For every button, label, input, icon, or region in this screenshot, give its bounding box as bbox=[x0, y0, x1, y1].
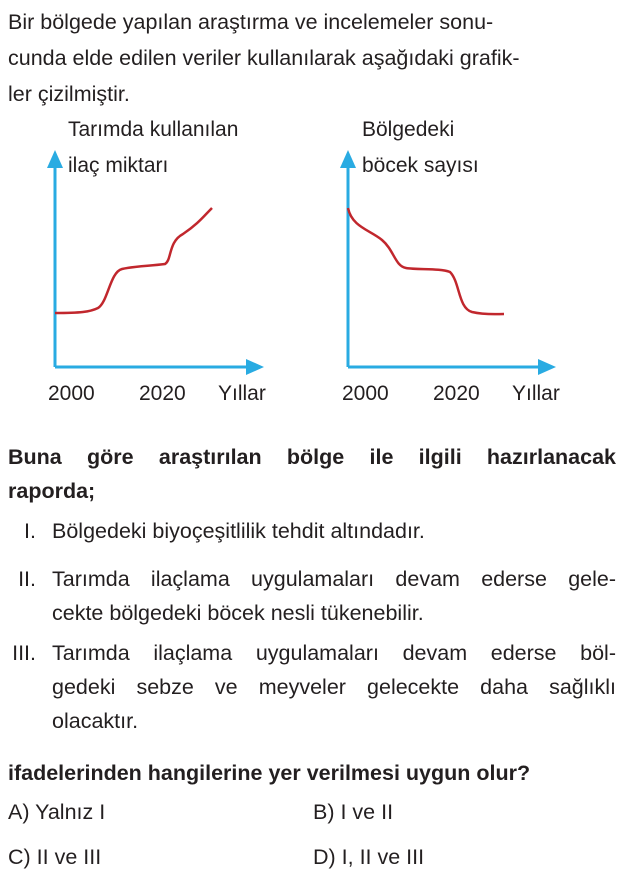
pesticide-graph bbox=[0, 112, 300, 412]
question-stem bbox=[8, 440, 616, 508]
option-c[interactable]: C) II ve III bbox=[8, 845, 102, 869]
y-axis-arrow-icon bbox=[47, 150, 63, 168]
statement-line: Bölgedeki biyoçeşitlilik tehdit altındadır. bbox=[52, 519, 425, 543]
statement-number: I. bbox=[24, 519, 36, 543]
question-prompt: ifadelerinden hangilerine yer verilmesi uygun olur? bbox=[8, 761, 531, 785]
x-tick-label: 2020 bbox=[433, 382, 480, 405]
statement-text bbox=[52, 636, 616, 738]
statement-1 bbox=[0, 514, 625, 548]
statement-line: Tarımda ilaçlama uygulamaları devam ederse böl- bbox=[52, 641, 616, 665]
intro-line: ler çizilmiştir. bbox=[8, 82, 130, 106]
x-axis-label: Yıllar bbox=[512, 382, 560, 405]
statement-line: olacaktır. bbox=[52, 709, 139, 733]
insect-ylabel-line1: Bölgedeki bbox=[362, 118, 455, 141]
statement-number: III. bbox=[12, 641, 36, 665]
pesticide-ylabel-line2: ilaç miktarı bbox=[68, 154, 169, 177]
x-tick-label: 2000 bbox=[48, 382, 95, 405]
statement-line: Tarımda ilaçlama uygulamaları devam ederse gele- bbox=[52, 567, 616, 591]
question-stem-line: raporda; bbox=[8, 479, 96, 503]
x-axis-arrow-icon bbox=[246, 359, 264, 375]
option-b[interactable]: B) I ve II bbox=[313, 800, 394, 824]
x-tick-label: 2000 bbox=[342, 382, 389, 405]
intro-paragraph bbox=[8, 4, 616, 112]
insect-ylabel-line2: böcek sayısı bbox=[362, 154, 479, 177]
option-a[interactable]: A) Yalnız I bbox=[8, 800, 106, 824]
intro-line: cunda elde edilen veriler kullanılarak aşağıdaki grafik- bbox=[8, 46, 520, 70]
y-axis-arrow-icon bbox=[340, 150, 356, 168]
option-d[interactable]: D) I, II ve III bbox=[313, 845, 425, 869]
statement-number: II. bbox=[18, 567, 36, 591]
pesticide-ylabel-line1: Tarımda kullanılan bbox=[68, 118, 239, 141]
insect-curve bbox=[348, 208, 504, 314]
statement-line: cekte bölgedeki böcek nesli tükenebilir. bbox=[52, 601, 424, 625]
statement-text bbox=[52, 514, 616, 548]
pesticide-curve bbox=[55, 208, 212, 313]
x-tick-label: 2020 bbox=[139, 382, 186, 405]
insect-graph bbox=[300, 112, 600, 412]
statement-line: gedeki sebze ve meyveler gelecekte daha sağlıklı bbox=[52, 675, 616, 699]
statement-text bbox=[52, 562, 616, 630]
intro-line: Bir bölgede yapılan araştırma ve incelemeler sonu- bbox=[8, 10, 494, 34]
x-axis-label: Yıllar bbox=[218, 382, 266, 405]
statement-2 bbox=[0, 562, 625, 630]
question-stem-line: Buna göre araştırılan bölge ile ilgili hazırlanacak bbox=[8, 445, 616, 469]
statement-3 bbox=[0, 636, 625, 738]
x-axis-arrow-icon bbox=[538, 359, 556, 375]
